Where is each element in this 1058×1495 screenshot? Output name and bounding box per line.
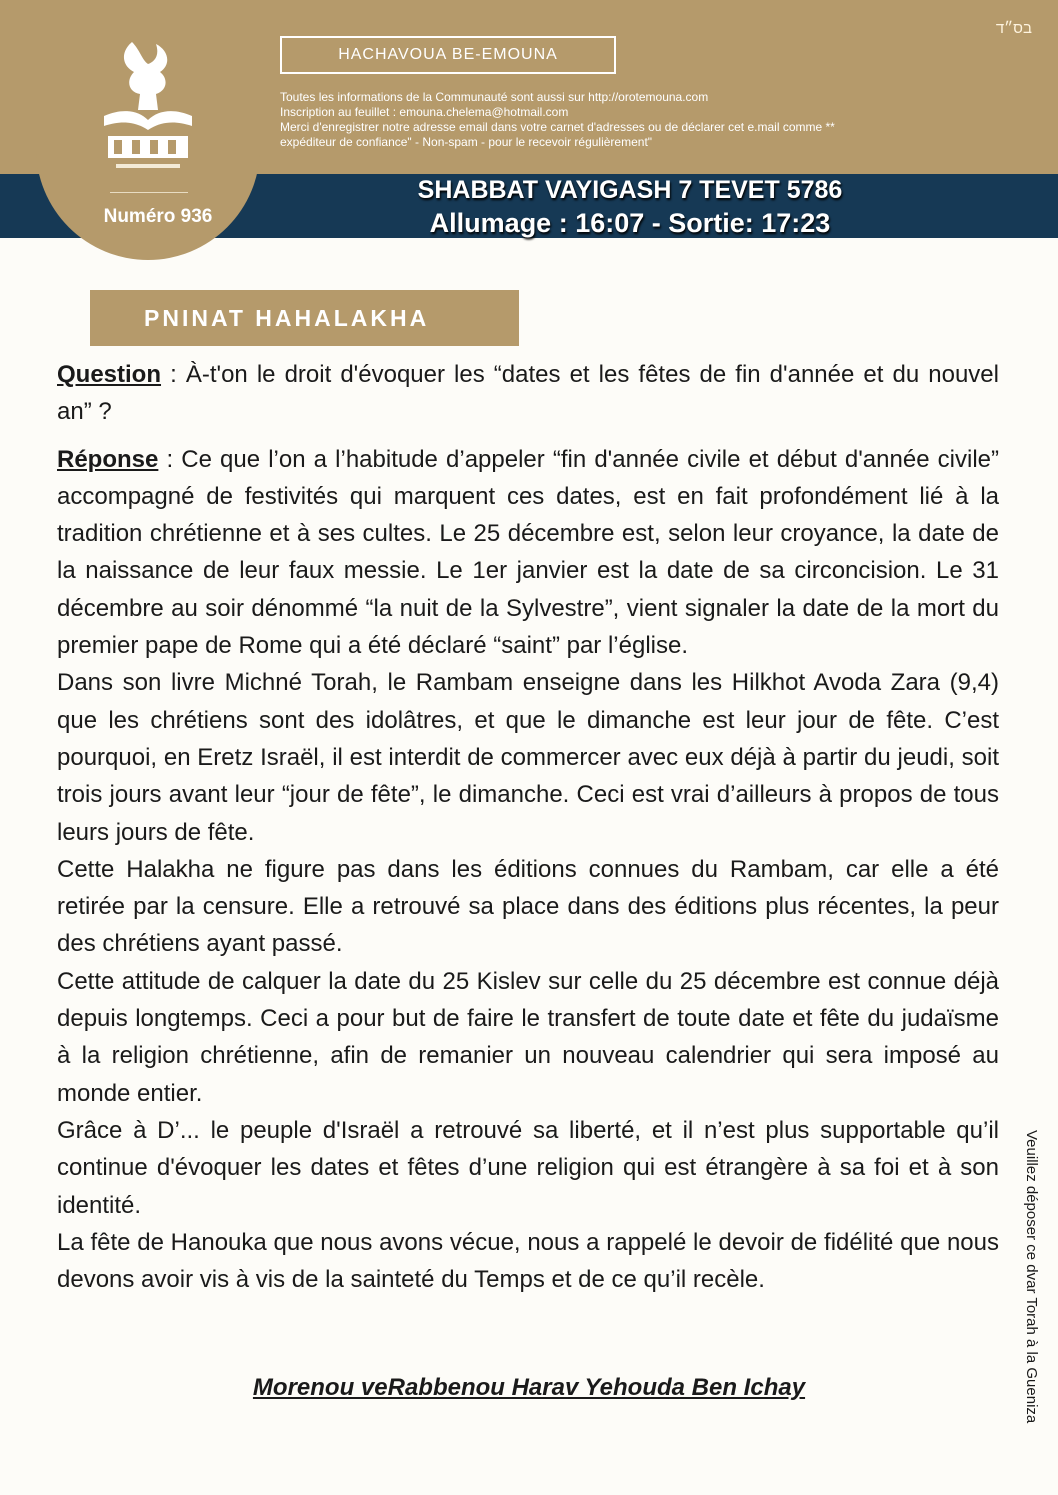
article-paragraph: Grâce à D’... le peuple d'Israël a retrouvé sa liberté, et il n’est plus supportable qu’il continue d'évoquer les dates et fêtes d’une religion qui est étrangère à sa foi et à son identité. xyxy=(57,1116,999,1219)
answer-label: Réponse xyxy=(57,445,159,473)
section-title: PNINAT HAHALAKHA xyxy=(90,290,519,346)
article-paragraph: La fête de Hanouka que nous avons vécue, nous a rappelé le devoir de fidélité que nous devons avoir vis à vis de la sainteté du Temps et de ce qu’il recèle. xyxy=(57,1228,999,1294)
logo-divider xyxy=(110,192,188,193)
shabbat-info xyxy=(350,174,910,240)
question-label: Question xyxy=(57,361,162,388)
shabbat-title: SHABBAT VAYIGASH 7 TEVET 5786 xyxy=(417,176,843,204)
article-paragraph: Dans son livre Michné Torah, le Rambam enseigne dans les Hilkhot Avoda Zara (9,4) que les chrétiens sont des idolâtres, et que le dimanche est leur jour de fête. C’est pourquoi, en Eretz Israël, il est interdit de commercer avec eux déjà à partir du jeudi, soit trois jours avant leur “jour de fête”, le dimanche. Ceci est vrai d’ailleurs à propos de tous leurs jours de fête. xyxy=(57,669,999,846)
answer-paragraph xyxy=(57,441,999,665)
header-info xyxy=(280,90,930,150)
issue-number: Numéro 936 xyxy=(103,206,213,227)
shabbat-times: Allumage : 16:07 - Sortie: 17:23 xyxy=(429,208,831,238)
author-signature: Morenou veRabbenou Harav Yehouda Ben Ichay xyxy=(252,1374,806,1401)
answer-text: : Ce que l’on a l’habitude d’appeler “fin d'année civile et début d'année civile” accompagné de festivités qui marquent ces dates, est en fait profondément lié à la tradition chrétienne et à ses cultes. Le 25 décembre est, selon leur croyance, la date de la naissance de leur faux messie. Le 1er janvier est la date de sa circoncision. Le 31 décembre au soir dénommé “la nuit de la Sylvestre”, vient signaler la date de la mort du premier pape de Rome qui a été déclaré “saint” par l’église. xyxy=(57,445,999,660)
info-line: Merci d'enregistrer notre adresse email dans votre carnet d'adresses ou de déclarer cet e.mail comme ** xyxy=(280,120,835,134)
question-paragraph xyxy=(57,356,999,431)
article-paragraph: Cette attitude de calquer la date du 25 Kislev sur celle du 25 décembre est connue déjà depuis longtemps. Ceci a pour but de faire le transfert de toute date et fête du judaïsme à la religion chrétienne, afin de remanier un nouveau calendrier qui sera imposé au monde entier. xyxy=(57,967,999,1107)
info-line: Inscription au feuillet : emouna.chelema@hotmail.com xyxy=(280,105,569,119)
besd-mark: בס״ד xyxy=(995,20,1032,37)
question-text: : À-t'on le droit d'évoquer les “dates et les fêtes de fin d'année et du nouvel an” ? xyxy=(57,361,999,426)
newsletter-title: HACHAVOUA BE-EMOUNA xyxy=(280,36,616,74)
info-line: Toutes les informations de la Communauté sont aussi sur http://orotemouna.com xyxy=(280,90,709,104)
emouna-logo-icon xyxy=(98,36,198,176)
guenizah-note: Veuillez déposer ce dvar Torah à la Guenizа xyxy=(1023,1130,1040,1424)
article-paragraph: Cette Halakha ne figure pas dans les éditions connues du Rambam, car elle a été retirée par la censure. Elle a retrouvé sa place dans des éditions plus récentes, la peur des chrétiens ayant passé. xyxy=(57,855,999,958)
article-body xyxy=(57,356,999,1298)
info-line: expéditeur de confiance" - Non-spam - pour le recevoir régulièrement" xyxy=(280,135,653,149)
